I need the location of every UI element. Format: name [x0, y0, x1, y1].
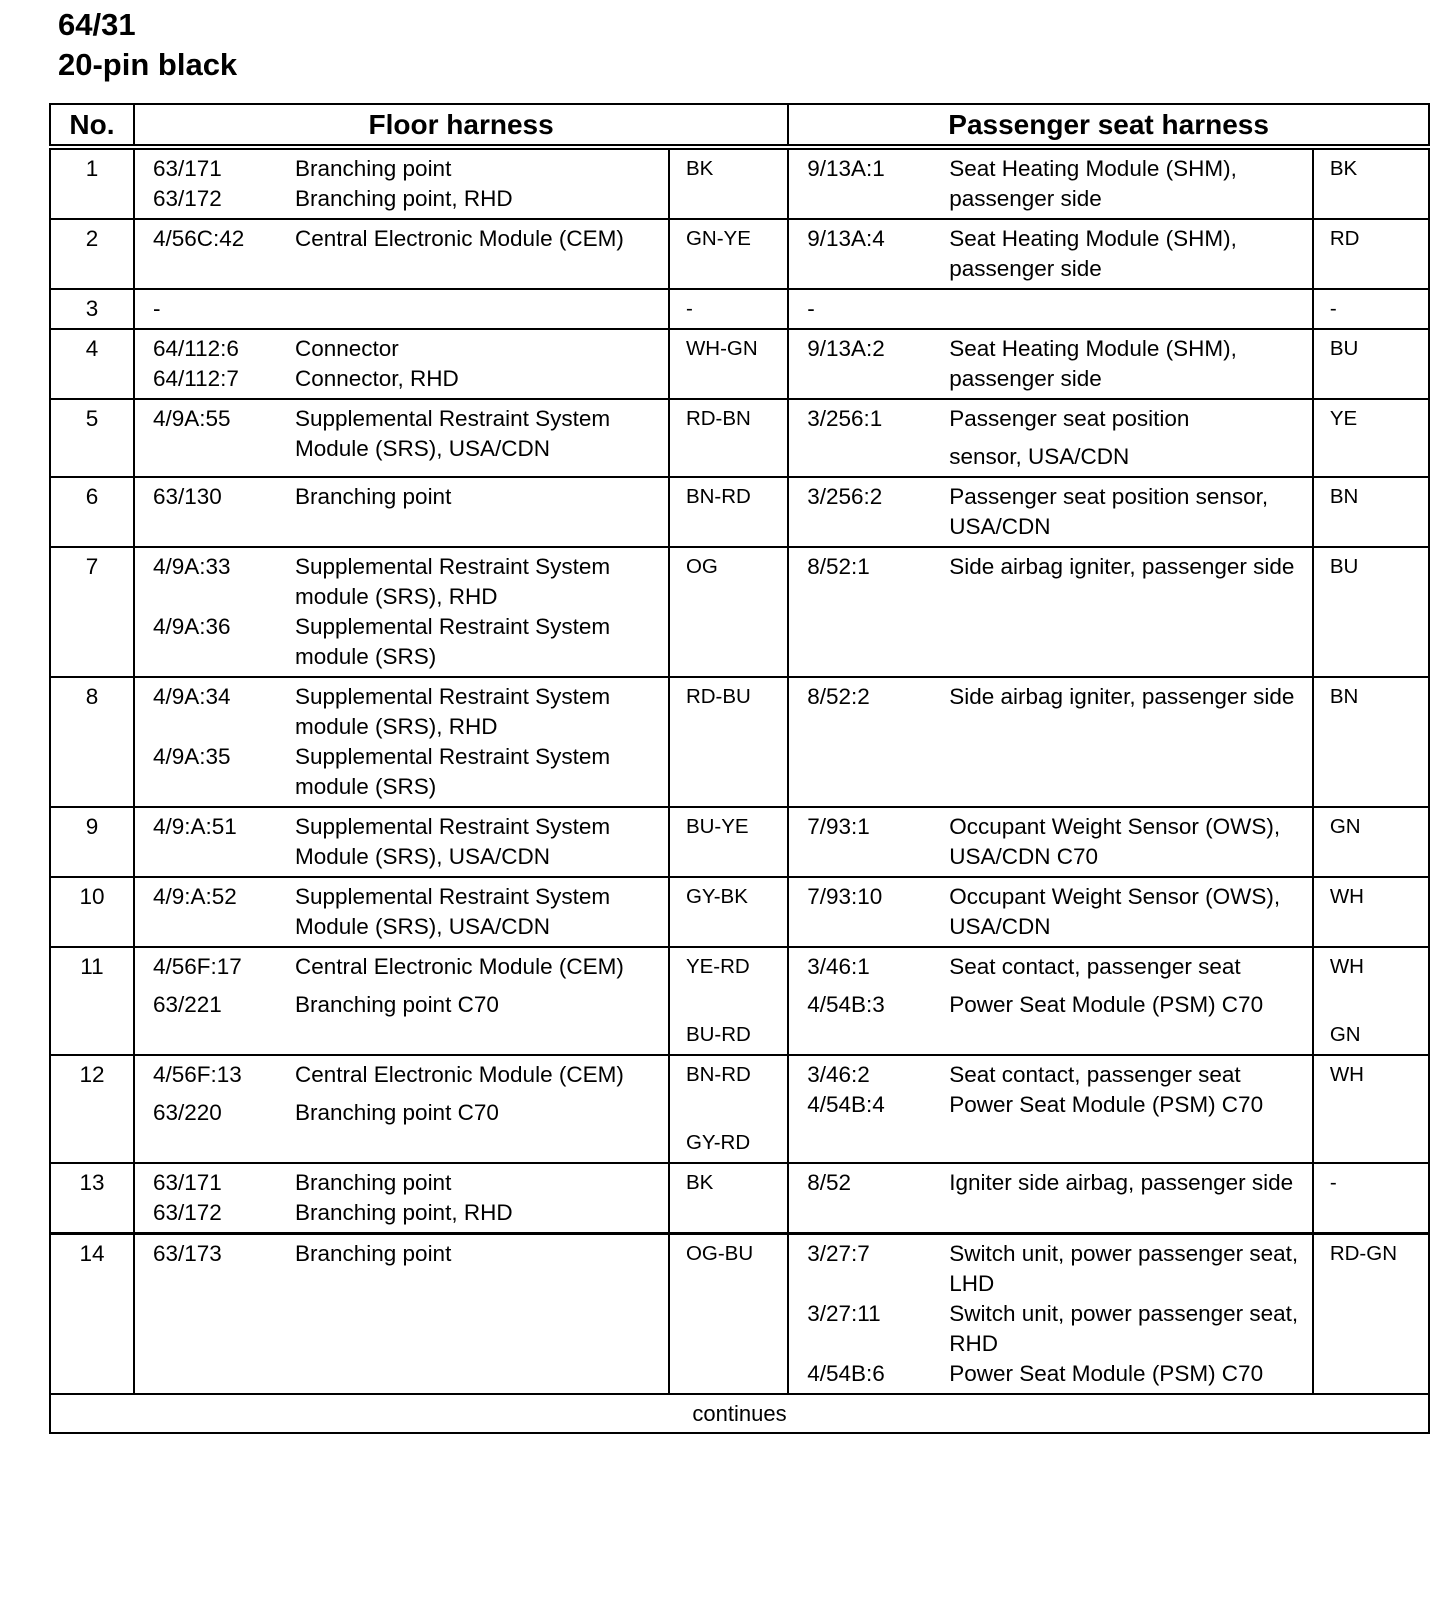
component-code: 4/9A:35 — [152, 744, 231, 769]
passenger-harness-cell — [788, 877, 1313, 947]
component-code: 9/13A:4 — [807, 226, 885, 251]
floor-wire-color-cell — [669, 1234, 788, 1395]
passenger-wire-color-cell — [1313, 477, 1429, 547]
wire-color: GN — [1329, 815, 1361, 838]
floor-wire-color-cell — [669, 1055, 788, 1163]
pin-number: 5 — [50, 399, 134, 477]
floor-harness-cell — [134, 219, 669, 289]
floor-harness-cell — [134, 947, 669, 1055]
table-row — [50, 329, 1429, 399]
component-code: 63/173 — [152, 1241, 222, 1266]
component-description: Branching point C70 — [294, 1100, 499, 1125]
component-description: Branching point C70 — [294, 992, 499, 1017]
table-row — [50, 677, 1429, 807]
wire-endpoint — [135, 742, 668, 802]
wire-color: WH-GN — [685, 337, 758, 360]
passenger-harness-cell — [788, 1055, 1313, 1163]
component-description: Occupant Weight Sensor (OWS), USA/CDN C70 — [949, 814, 1281, 869]
component-code: 4/56F:17 — [152, 954, 242, 979]
table-row — [50, 807, 1429, 877]
component-code: 4/56F:13 — [152, 1062, 242, 1087]
passenger-wire-color-cell — [1313, 1055, 1429, 1163]
wire-color: RD-BU — [685, 685, 751, 708]
wire-endpoint — [789, 882, 1312, 942]
component-code: 3/46:2 — [807, 1062, 870, 1087]
wire-color: YE — [1329, 407, 1358, 430]
passenger-harness-cell — [788, 219, 1313, 289]
wire-color: OG-BU — [685, 1242, 754, 1265]
pin-number: 11 — [50, 947, 134, 1055]
table-row — [50, 1163, 1429, 1234]
component-description: Branching point, RHD — [294, 1200, 513, 1225]
wire-endpoint — [135, 364, 668, 394]
wire-endpoint — [135, 682, 668, 742]
wire-endpoint — [135, 1239, 668, 1269]
wire-endpoint — [135, 482, 668, 512]
component-code — [789, 442, 949, 472]
floor-wire-color-cell — [669, 329, 788, 399]
wire-endpoint — [135, 404, 668, 464]
wire-color: OG — [685, 555, 718, 578]
wire-endpoint — [789, 442, 1312, 472]
wire-endpoint — [789, 1359, 1312, 1389]
component-description: Side airbag igniter, passenger side — [949, 554, 1295, 579]
wire-color: BU — [1329, 337, 1359, 360]
wire-color: WH — [1329, 955, 1364, 978]
wire-color: BU — [1329, 555, 1359, 578]
pin-number: 3 — [50, 289, 134, 329]
wire-endpoint — [135, 812, 668, 872]
pin-number: 12 — [50, 1055, 134, 1163]
floor-wire-color-cell — [669, 877, 788, 947]
component-code: 4/9A:55 — [152, 406, 231, 431]
passenger-harness-cell — [788, 807, 1313, 877]
component-code: 3/256:2 — [807, 484, 883, 509]
wire-endpoint — [135, 294, 668, 324]
floor-harness-cell — [134, 477, 669, 547]
floor-wire-color-cell — [669, 677, 788, 807]
passenger-harness-cell — [788, 289, 1313, 329]
component-description: Passenger seat position sensor, USA/CDN — [949, 484, 1269, 539]
component-description: Power Seat Module (PSM) C70 — [949, 1092, 1264, 1117]
component-code: 3/27:11 — [807, 1301, 881, 1326]
component-description: Branching point — [294, 1170, 452, 1195]
passenger-wire-color-cell — [1313, 547, 1429, 677]
component-code: 63/172 — [152, 186, 222, 211]
wire-endpoint — [135, 1098, 668, 1128]
pin-number: 4 — [50, 329, 134, 399]
floor-wire-color-cell — [669, 399, 788, 477]
wire-endpoint — [789, 404, 1312, 434]
passenger-wire-color-cell — [1313, 329, 1429, 399]
pin-number: 7 — [50, 547, 134, 677]
wire-color: - — [1329, 297, 1337, 320]
component-code: 64/112:7 — [152, 366, 239, 391]
component-description: Switch unit, power passenger seat, RHD — [949, 1301, 1299, 1356]
wire-color: GN-YE — [685, 227, 751, 250]
wire-endpoint — [789, 294, 1312, 324]
floor-harness-cell — [134, 399, 669, 477]
table-row — [50, 289, 1429, 329]
wire-endpoint — [789, 154, 1312, 214]
wire-color: BK — [685, 1171, 714, 1194]
wire-color: GY-BK — [685, 885, 748, 908]
passenger-wire-color-cell — [1313, 877, 1429, 947]
table-row — [50, 1234, 1429, 1395]
wire-color: - — [1329, 1171, 1337, 1194]
component-code: 4/9A:36 — [152, 614, 231, 639]
component-description: Occupant Weight Sensor (OWS), USA/CDN — [949, 884, 1281, 939]
passenger-harness-cell — [788, 329, 1313, 399]
wire-color: BK — [1329, 157, 1358, 180]
component-description: Supplemental Restraint System Module (SRS), USA/CDN — [294, 814, 611, 869]
component-code: 4/9A:34 — [152, 684, 231, 709]
component-code: 63/221 — [152, 992, 222, 1017]
wire-color: YE-RD — [685, 955, 750, 978]
wire-endpoint — [789, 1060, 1312, 1090]
wire-endpoint — [789, 1299, 1312, 1359]
component-description: Branching point — [294, 484, 452, 509]
component-description: Seat contact, passenger seat — [949, 954, 1241, 979]
passenger-harness-cell — [788, 147, 1313, 219]
floor-wire-color-cell — [669, 219, 788, 289]
wire-endpoint — [789, 334, 1312, 394]
component-code: 7/93:1 — [807, 814, 870, 839]
passenger-wire-color-cell — [1313, 289, 1429, 329]
table-row — [50, 1055, 1429, 1163]
component-description: Side airbag igniter, passenger side — [949, 684, 1295, 709]
component-description: Seat Heating Module (SHM), passenger side — [949, 226, 1237, 281]
passenger-wire-color-cell — [1313, 399, 1429, 477]
floor-wire-color-cell — [669, 147, 788, 219]
wire-color: WH — [1329, 1063, 1364, 1086]
pin-number: 1 — [50, 147, 134, 219]
component-description: Connector — [294, 336, 399, 361]
wire-endpoint — [789, 812, 1312, 872]
component-description: Seat contact, passenger seat — [949, 1062, 1241, 1087]
component-code: 4/54B:4 — [807, 1092, 885, 1117]
component-code: 64/112:6 — [152, 336, 239, 361]
wire-endpoint — [135, 184, 668, 214]
wire-color: BU-RD — [685, 1023, 751, 1046]
passenger-harness-cell — [788, 677, 1313, 807]
table-header-row — [50, 104, 1429, 147]
table-row — [50, 547, 1429, 677]
component-description: Power Seat Module (PSM) C70 — [949, 992, 1264, 1017]
floor-wire-color-cell — [669, 947, 788, 1055]
component-description: Switch unit, power passenger seat, LHD — [949, 1241, 1299, 1296]
floor-harness-cell — [134, 289, 669, 329]
wire-endpoint — [789, 1090, 1312, 1120]
wire-endpoint — [789, 1239, 1312, 1299]
passenger-wire-color-cell — [1313, 1234, 1429, 1395]
wire-endpoint — [135, 552, 668, 612]
component-code: 63/172 — [152, 1200, 222, 1225]
floor-wire-color-cell — [669, 547, 788, 677]
table-row — [50, 219, 1429, 289]
wire-color: BU-YE — [685, 815, 749, 838]
wire-endpoint — [135, 154, 668, 184]
wire-color: BN — [1329, 685, 1359, 708]
floor-harness-cell — [134, 677, 669, 807]
component-code: - — [807, 296, 815, 321]
wire-color: RD-GN — [1329, 1242, 1398, 1265]
floor-harness-cell — [134, 147, 669, 219]
component-description — [295, 294, 668, 324]
pin-number: 10 — [50, 877, 134, 947]
component-description: Igniter side airbag, passenger side — [949, 1170, 1294, 1195]
table-row — [50, 947, 1429, 1055]
component-code: 4/56C:42 — [152, 226, 245, 251]
floor-wire-color-cell — [669, 477, 788, 547]
wire-endpoint — [135, 882, 668, 942]
component-description: Connector, RHD — [294, 366, 459, 391]
wire-endpoint — [789, 952, 1312, 982]
continues-row — [50, 1394, 1429, 1433]
passenger-wire-color-cell — [1313, 677, 1429, 807]
component-code: 7/93:10 — [807, 884, 883, 909]
wire-color: RD-BN — [685, 407, 751, 430]
passenger-wire-color-cell — [1313, 147, 1429, 219]
wire-color: GY-RD — [685, 1131, 751, 1154]
table-row — [50, 877, 1429, 947]
wire-endpoint — [789, 482, 1312, 542]
pin-number: 9 — [50, 807, 134, 877]
component-description: Seat Heating Module (SHM), passenger side — [949, 156, 1237, 211]
component-code: 3/256:1 — [807, 406, 883, 431]
wire-endpoint — [789, 1168, 1312, 1198]
component-code: 9/13A:2 — [807, 336, 885, 361]
pin-number: 13 — [50, 1163, 134, 1234]
passenger-harness-cell — [788, 399, 1313, 477]
table-row — [50, 147, 1429, 219]
component-description: Seat Heating Module (SHM), passenger side — [949, 336, 1237, 391]
floor-harness-cell — [134, 1234, 669, 1395]
connector-description: 20-pin black — [58, 47, 238, 82]
component-description: Supplemental Restraint System module (SRS), RHD — [294, 554, 611, 609]
wire-endpoint — [135, 1168, 668, 1198]
component-code: - — [152, 296, 161, 321]
wire-endpoint — [135, 1060, 668, 1090]
component-description: Central Electronic Module (CEM) — [294, 1062, 624, 1087]
component-description: sensor, USA/CDN — [949, 444, 1130, 469]
pin-number: 2 — [50, 219, 134, 289]
wire-endpoint — [135, 334, 668, 364]
component-description: Supplemental Restraint System Module (SRS), USA/CDN — [294, 884, 611, 939]
component-description: Supplemental Restraint System module (SRS) — [294, 744, 611, 799]
wire-endpoint — [789, 990, 1312, 1020]
component-code: 63/130 — [152, 484, 222, 509]
table-row — [50, 399, 1429, 477]
component-code: 4/9:A:52 — [152, 884, 237, 909]
component-description: Supplemental Restraint System module (SRS), RHD — [294, 684, 611, 739]
component-code: 4/9A:33 — [152, 554, 231, 579]
harness-table — [49, 103, 1430, 1434]
component-code: 8/52 — [807, 1170, 851, 1195]
wire-endpoint — [135, 952, 668, 982]
component-code: 3/27:7 — [807, 1241, 870, 1266]
component-code: 4/54B:6 — [807, 1361, 885, 1386]
floor-wire-color-cell — [669, 289, 788, 329]
component-description: Central Electronic Module (CEM) — [294, 226, 624, 251]
floor-wire-color-cell — [669, 1163, 788, 1234]
wire-endpoint — [789, 682, 1312, 712]
passenger-harness-cell — [788, 547, 1313, 677]
component-description — [949, 294, 1312, 324]
floor-harness-cell — [134, 547, 669, 677]
passenger-harness-cell — [788, 1163, 1313, 1234]
component-description: Supplemental Restraint System Module (SRS), USA/CDN — [294, 406, 611, 461]
wire-endpoint — [789, 552, 1312, 582]
header-passenger-seat-harness: Passenger seat harness — [788, 104, 1429, 147]
wire-endpoint — [135, 990, 668, 1020]
component-code: 4/9:A:51 — [152, 814, 237, 839]
component-description: Passenger seat position — [949, 406, 1190, 431]
connector-number: 64/31 — [58, 7, 136, 42]
passenger-wire-color-cell — [1313, 1163, 1429, 1234]
component-description: Power Seat Module (PSM) C70 — [949, 1361, 1264, 1386]
passenger-wire-color-cell — [1313, 807, 1429, 877]
floor-wire-color-cell — [669, 807, 788, 877]
floor-harness-cell — [134, 807, 669, 877]
wire-endpoint — [135, 612, 668, 672]
component-code: 63/171 — [152, 1170, 222, 1195]
component-code: 4/54B:3 — [807, 992, 885, 1017]
component-description: Branching point — [294, 1241, 452, 1266]
table-row — [50, 477, 1429, 547]
wire-color: BK — [685, 157, 714, 180]
floor-harness-cell — [134, 1163, 669, 1234]
wire-color: WH — [1329, 885, 1364, 908]
wire-color: RD — [1329, 227, 1360, 250]
passenger-harness-cell — [788, 477, 1313, 547]
wire-color: BN-RD — [685, 1063, 751, 1086]
floor-harness-cell — [134, 877, 669, 947]
passenger-wire-color-cell — [1313, 947, 1429, 1055]
wire-endpoint — [789, 224, 1312, 284]
pin-number: 8 — [50, 677, 134, 807]
component-code: 8/52:1 — [807, 554, 870, 579]
pin-number: 14 — [50, 1234, 134, 1395]
passenger-harness-cell — [788, 947, 1313, 1055]
component-code: 8/52:2 — [807, 684, 870, 709]
continues-label: continues — [50, 1394, 1429, 1433]
header-no: No. — [50, 104, 134, 147]
floor-harness-cell — [134, 329, 669, 399]
passenger-wire-color-cell — [1313, 219, 1429, 289]
wire-color: GN — [1329, 1023, 1361, 1046]
header-floor-harness: Floor harness — [134, 104, 788, 147]
pin-number: 6 — [50, 477, 134, 547]
component-code: 63/171 — [152, 156, 222, 181]
component-description: Branching point — [294, 156, 452, 181]
component-code: 63/220 — [152, 1100, 222, 1125]
floor-harness-cell — [134, 1055, 669, 1163]
passenger-harness-cell — [788, 1234, 1313, 1395]
wire-color: BN — [1329, 485, 1359, 508]
wire-color: - — [685, 297, 693, 320]
component-code: 9/13A:1 — [807, 156, 885, 181]
wire-color: BN-RD — [685, 485, 751, 508]
wire-endpoint — [135, 1198, 668, 1228]
wire-endpoint — [135, 224, 668, 254]
component-description: Branching point, RHD — [294, 186, 513, 211]
component-description: Central Electronic Module (CEM) — [294, 954, 624, 979]
component-description: Supplemental Restraint System module (SRS) — [294, 614, 611, 669]
component-code: 3/46:1 — [807, 954, 870, 979]
